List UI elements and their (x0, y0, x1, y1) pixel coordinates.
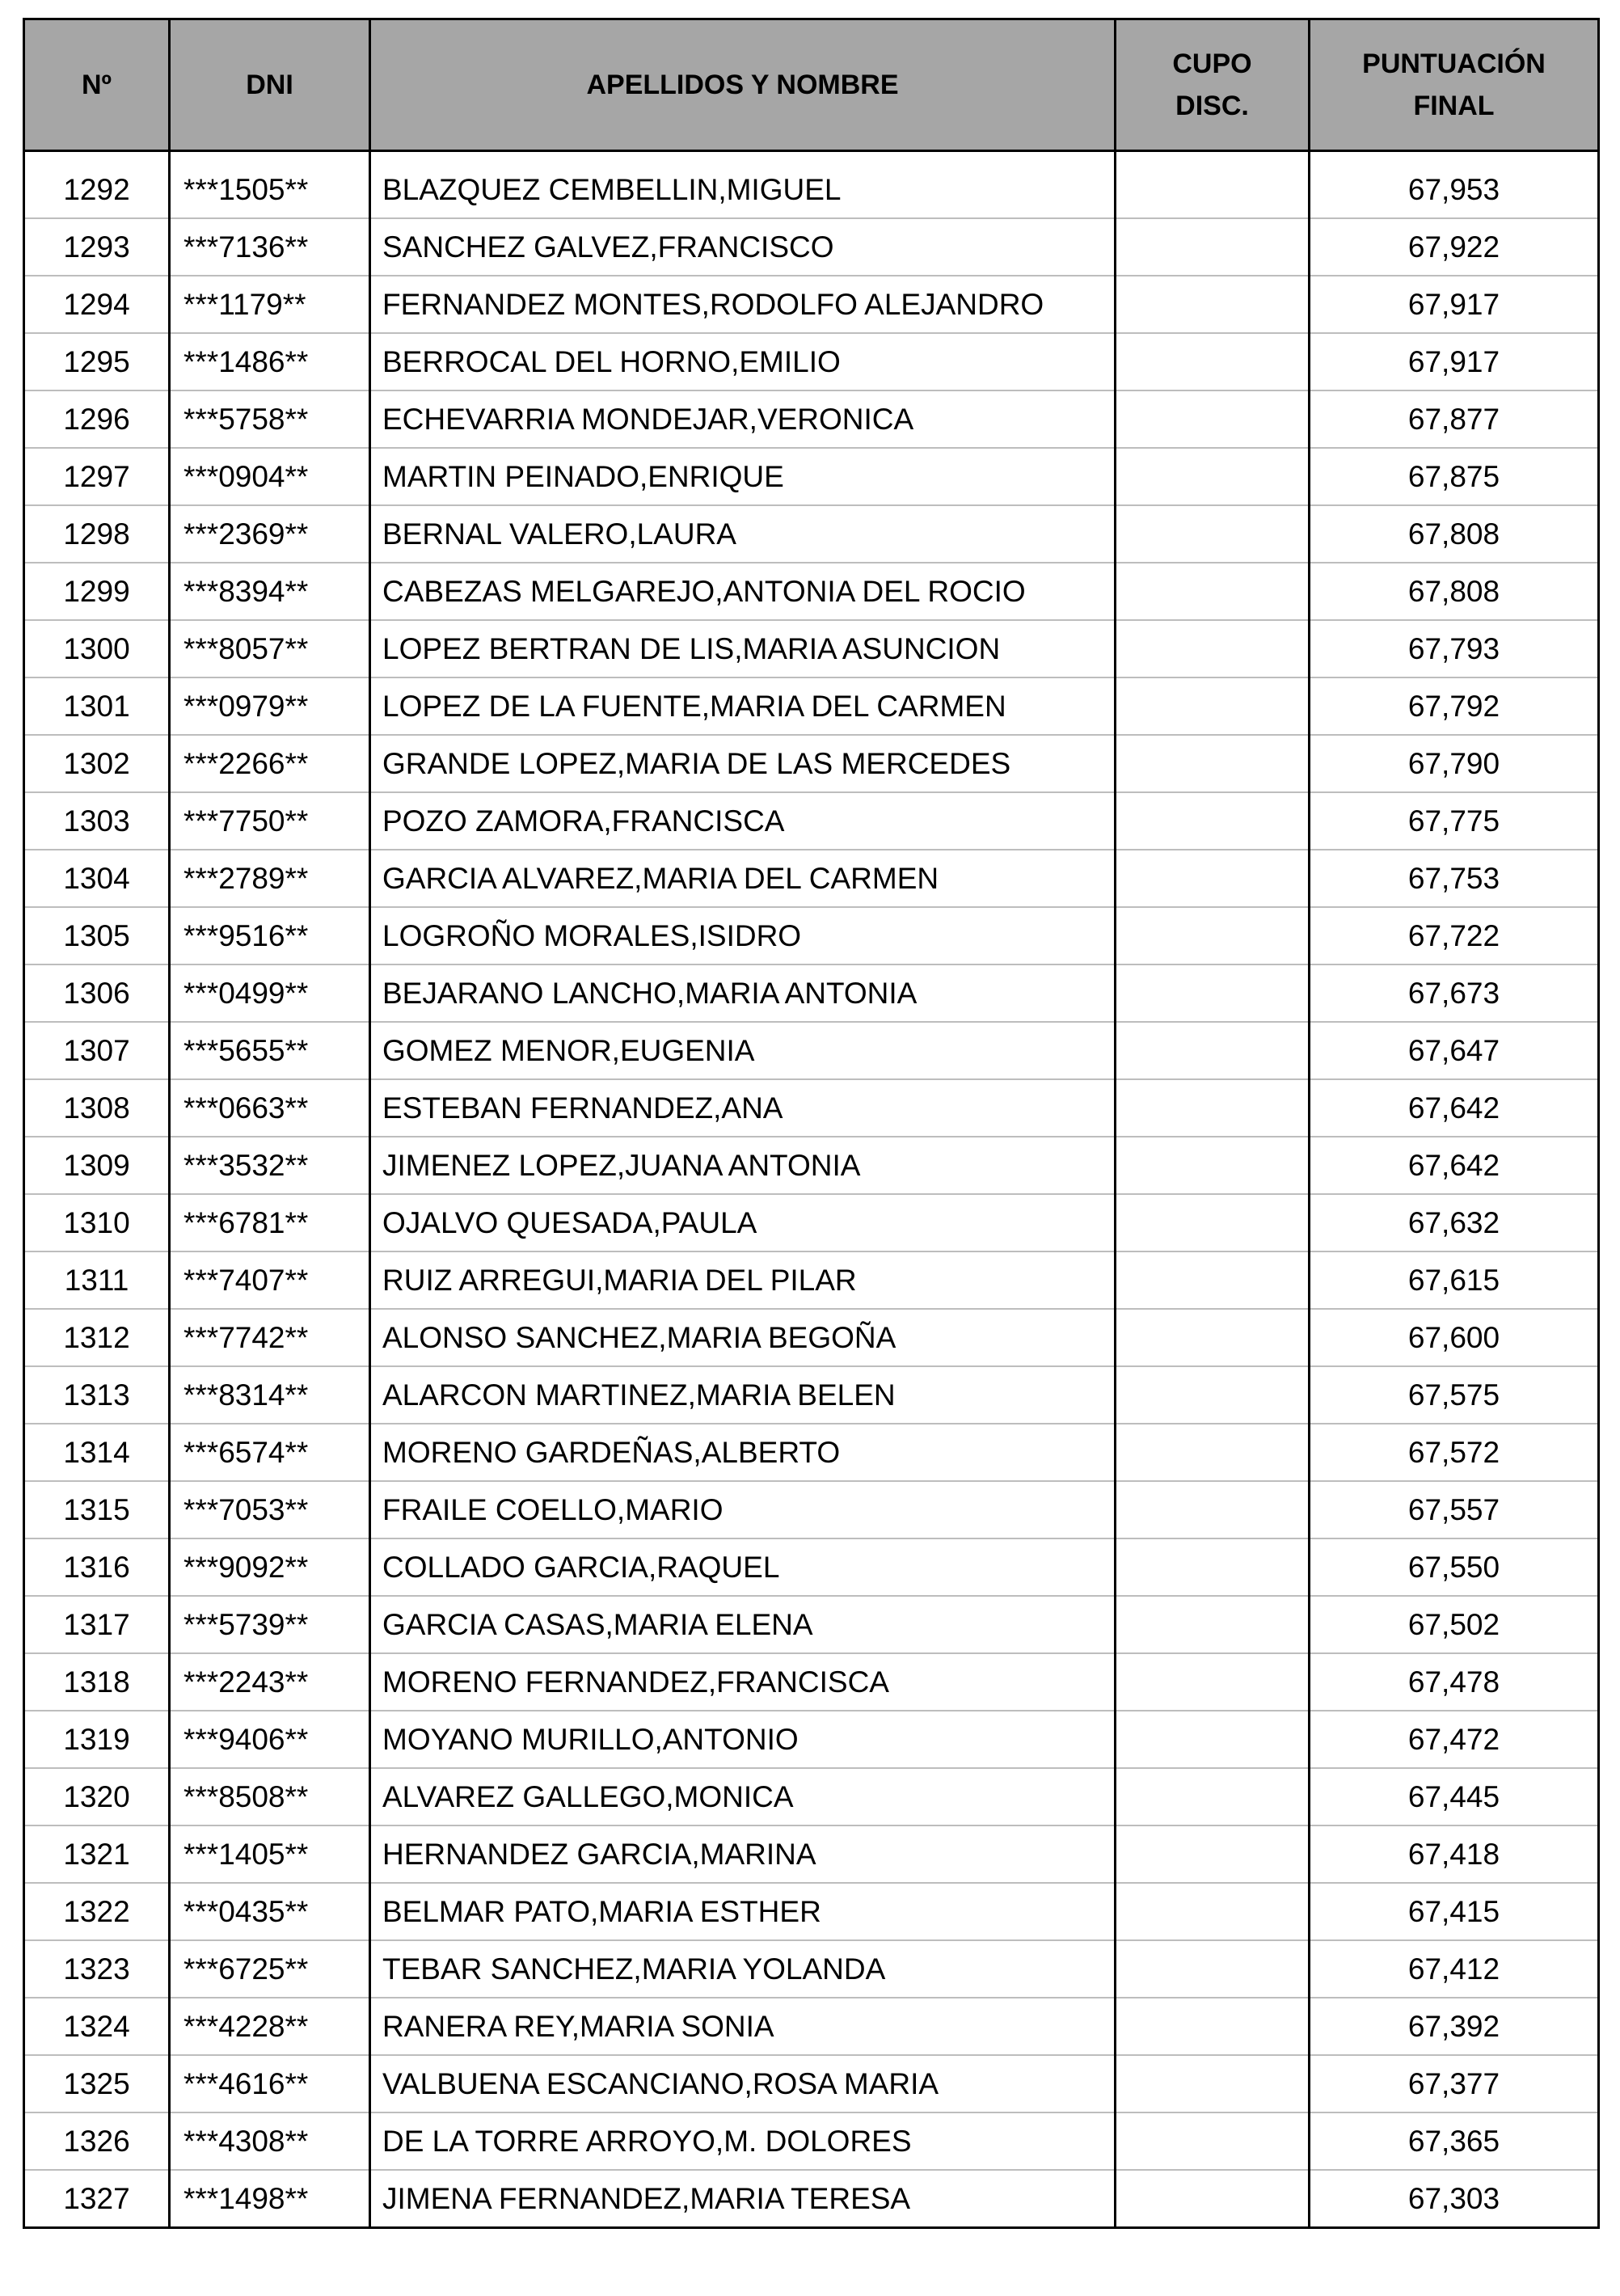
cell-num: 1307 (24, 1022, 170, 1079)
cell-score: 67,472 (1310, 1711, 1599, 1768)
cell-score: 67,642 (1310, 1137, 1599, 1194)
cell-cupo (1116, 1137, 1310, 1194)
cell-num: 1325 (24, 2055, 170, 2112)
table-row (24, 1883, 1599, 1940)
cell-dni: ***4228** (170, 1998, 370, 2055)
cell-num: 1294 (24, 276, 170, 333)
cell-score: 67,917 (1310, 276, 1599, 333)
table-row (24, 620, 1599, 677)
cell-cupo (1116, 1366, 1310, 1424)
cell-score: 67,575 (1310, 1366, 1599, 1424)
cell-dni: ***2369** (170, 505, 370, 563)
cell-name: RANERA REY,MARIA SONIA (370, 1998, 1116, 2055)
cell-dni: ***6574** (170, 1424, 370, 1481)
cell-num: 1306 (24, 964, 170, 1022)
cell-dni: ***7742** (170, 1309, 370, 1366)
cell-cupo (1116, 1079, 1310, 1137)
cell-dni: ***6725** (170, 1940, 370, 1998)
cell-num: 1300 (24, 620, 170, 677)
cell-name: GRANDE LOPEZ,MARIA DE LAS MERCEDES (370, 735, 1116, 792)
cell-num: 1316 (24, 1538, 170, 1596)
results-table (23, 18, 1600, 2229)
cell-dni: ***1498** (170, 2170, 370, 2228)
header-row (24, 19, 1599, 151)
cell-score: 67,775 (1310, 792, 1599, 850)
cell-dni: ***8057** (170, 620, 370, 677)
cell-cupo (1116, 735, 1310, 792)
header-score (1310, 19, 1599, 151)
cell-dni: ***8314** (170, 1366, 370, 1424)
cell-dni: ***4616** (170, 2055, 370, 2112)
table-row (24, 333, 1599, 390)
cell-dni: ***3532** (170, 1137, 370, 1194)
cell-name: ALVAREZ GALLEGO,MONICA (370, 1768, 1116, 1825)
cell-name: DE LA TORRE ARROYO,M. DOLORES (370, 2112, 1116, 2170)
cell-score: 67,793 (1310, 620, 1599, 677)
cell-dni: ***5739** (170, 1596, 370, 1653)
cell-cupo (1116, 1022, 1310, 1079)
table-row (24, 2055, 1599, 2112)
cell-name: MORENO FERNANDEZ,FRANCISCA (370, 1653, 1116, 1711)
cell-score: 67,673 (1310, 964, 1599, 1022)
cell-name: MORENO GARDEÑAS,ALBERTO (370, 1424, 1116, 1481)
cell-score: 67,412 (1310, 1940, 1599, 1998)
cell-num: 1309 (24, 1137, 170, 1194)
cell-num: 1322 (24, 1883, 170, 1940)
cell-cupo (1116, 333, 1310, 390)
cell-dni: ***0904** (170, 448, 370, 505)
cell-cupo (1116, 1309, 1310, 1366)
cell-cupo (1116, 1481, 1310, 1538)
cell-score: 67,557 (1310, 1481, 1599, 1538)
cell-score: 67,550 (1310, 1538, 1599, 1596)
cell-num: 1312 (24, 1309, 170, 1366)
cell-cupo (1116, 563, 1310, 620)
cell-name: VALBUENA ESCANCIANO,ROSA MARIA (370, 2055, 1116, 2112)
table-row (24, 1711, 1599, 1768)
table-row (24, 735, 1599, 792)
cell-name: JIMENEZ LOPEZ,JUANA ANTONIA (370, 1137, 1116, 1194)
cell-score: 67,392 (1310, 1998, 1599, 2055)
header-cupo-line2: DISC. (1175, 91, 1249, 121)
cell-name: SANCHEZ GALVEZ,FRANCISCO (370, 218, 1116, 276)
cell-score: 67,792 (1310, 677, 1599, 735)
cell-name: LOPEZ DE LA FUENTE,MARIA DEL CARMEN (370, 677, 1116, 735)
cell-num: 1314 (24, 1424, 170, 1481)
cell-dni: ***7136** (170, 218, 370, 276)
cell-num: 1327 (24, 2170, 170, 2228)
cell-name: GARCIA CASAS,MARIA ELENA (370, 1596, 1116, 1653)
cell-cupo (1116, 792, 1310, 850)
cell-dni: ***0979** (170, 677, 370, 735)
table-row (24, 448, 1599, 505)
cell-num: 1296 (24, 390, 170, 448)
cell-num: 1315 (24, 1481, 170, 1538)
table-row (24, 1653, 1599, 1711)
table-row (24, 1079, 1599, 1137)
table-row (24, 151, 1599, 219)
cell-cupo (1116, 2112, 1310, 2170)
cell-score: 67,615 (1310, 1251, 1599, 1309)
cell-name: BERNAL VALERO,LAURA (370, 505, 1116, 563)
cell-score: 67,365 (1310, 2112, 1599, 2170)
header-score-line2: FINAL (1413, 91, 1495, 121)
header-name: APELLIDOS Y NOMBRE (370, 19, 1116, 151)
cell-cupo (1116, 1940, 1310, 1998)
table-row (24, 1538, 1599, 1596)
table-row (24, 792, 1599, 850)
cell-score: 67,642 (1310, 1079, 1599, 1137)
cell-num: 1303 (24, 792, 170, 850)
cell-score: 67,917 (1310, 333, 1599, 390)
cell-num: 1297 (24, 448, 170, 505)
cell-cupo (1116, 964, 1310, 1022)
cell-cupo (1116, 505, 1310, 563)
cell-num: 1301 (24, 677, 170, 735)
cell-score: 67,303 (1310, 2170, 1599, 2228)
cell-score: 67,478 (1310, 1653, 1599, 1711)
cell-name: CABEZAS MELGAREJO,ANTONIA DEL ROCIO (370, 563, 1116, 620)
cell-name: LOGROÑO MORALES,ISIDRO (370, 907, 1116, 964)
cell-dni: ***2243** (170, 1653, 370, 1711)
header-cupo-line1: CUPO (1172, 49, 1252, 79)
cell-dni: ***5758** (170, 390, 370, 448)
cell-score: 67,415 (1310, 1883, 1599, 1940)
cell-name: ALONSO SANCHEZ,MARIA BEGOÑA (370, 1309, 1116, 1366)
cell-score: 67,722 (1310, 907, 1599, 964)
cell-num: 1326 (24, 2112, 170, 2170)
cell-name: GOMEZ MENOR,EUGENIA (370, 1022, 1116, 1079)
cell-num: 1308 (24, 1079, 170, 1137)
table-row (24, 1251, 1599, 1309)
table-row (24, 964, 1599, 1022)
cell-cupo (1116, 218, 1310, 276)
cell-name: BELMAR PATO,MARIA ESTHER (370, 1883, 1116, 1940)
table-row (24, 218, 1599, 276)
cell-name: LOPEZ BERTRAN DE LIS,MARIA ASUNCION (370, 620, 1116, 677)
cell-score: 67,502 (1310, 1596, 1599, 1653)
cell-name: JIMENA FERNANDEZ,MARIA TERESA (370, 2170, 1116, 2228)
table-row (24, 390, 1599, 448)
cell-name: TEBAR SANCHEZ,MARIA YOLANDA (370, 1940, 1116, 1998)
cell-score: 67,572 (1310, 1424, 1599, 1481)
cell-name: FERNANDEZ MONTES,RODOLFO ALEJANDRO (370, 276, 1116, 333)
cell-name: BLAZQUEZ CEMBELLIN,MIGUEL (370, 151, 1116, 219)
cell-name: COLLADO GARCIA,RAQUEL (370, 1538, 1116, 1596)
cell-cupo (1116, 1711, 1310, 1768)
cell-cupo (1116, 2170, 1310, 2228)
cell-num: 1310 (24, 1194, 170, 1251)
cell-name: POZO ZAMORA,FRANCISCA (370, 792, 1116, 850)
cell-cupo (1116, 390, 1310, 448)
cell-cupo (1116, 907, 1310, 964)
cell-dni: ***8508** (170, 1768, 370, 1825)
cell-num: 1298 (24, 505, 170, 563)
cell-name: BEJARANO LANCHO,MARIA ANTONIA (370, 964, 1116, 1022)
cell-num: 1317 (24, 1596, 170, 1653)
cell-cupo (1116, 448, 1310, 505)
cell-num: 1305 (24, 907, 170, 964)
cell-score: 67,600 (1310, 1309, 1599, 1366)
cell-score: 67,418 (1310, 1825, 1599, 1883)
cell-num: 1292 (24, 151, 170, 219)
cell-num: 1320 (24, 1768, 170, 1825)
header-dni: DNI (170, 19, 370, 151)
table-row (24, 1022, 1599, 1079)
cell-name: ESTEBAN FERNANDEZ,ANA (370, 1079, 1116, 1137)
table-row (24, 2170, 1599, 2228)
cell-num: 1304 (24, 850, 170, 907)
table-row (24, 1768, 1599, 1825)
cell-score: 67,647 (1310, 1022, 1599, 1079)
cell-dni: ***2789** (170, 850, 370, 907)
table-row (24, 276, 1599, 333)
cell-dni: ***5655** (170, 1022, 370, 1079)
cell-dni: ***4308** (170, 2112, 370, 2170)
cell-num: 1295 (24, 333, 170, 390)
cell-dni: ***9516** (170, 907, 370, 964)
cell-cupo (1116, 1424, 1310, 1481)
cell-name: BERROCAL DEL HORNO,EMILIO (370, 333, 1116, 390)
cell-dni: ***6781** (170, 1194, 370, 1251)
cell-dni: ***7053** (170, 1481, 370, 1538)
table-row (24, 1194, 1599, 1251)
cell-name: ALARCON MARTINEZ,MARIA BELEN (370, 1366, 1116, 1424)
table-row (24, 677, 1599, 735)
cell-name: HERNANDEZ GARCIA,MARINA (370, 1825, 1116, 1883)
cell-name: FRAILE COELLO,MARIO (370, 1481, 1116, 1538)
cell-cupo (1116, 1538, 1310, 1596)
cell-dni: ***8394** (170, 563, 370, 620)
table-row (24, 1596, 1599, 1653)
cell-num: 1323 (24, 1940, 170, 1998)
cell-num: 1311 (24, 1251, 170, 1309)
cell-num: 1321 (24, 1825, 170, 1883)
cell-num: 1324 (24, 1998, 170, 2055)
table-row (24, 2112, 1599, 2170)
table-row (24, 505, 1599, 563)
cell-dni: ***1486** (170, 333, 370, 390)
cell-name: GARCIA ALVAREZ,MARIA DEL CARMEN (370, 850, 1116, 907)
cell-cupo (1116, 276, 1310, 333)
cell-score: 67,922 (1310, 218, 1599, 276)
cell-name: RUIZ ARREGUI,MARIA DEL PILAR (370, 1251, 1116, 1309)
cell-cupo (1116, 1251, 1310, 1309)
cell-cupo (1116, 1768, 1310, 1825)
header-score-line1: PUNTUACIÓN (1362, 49, 1546, 79)
cell-cupo (1116, 1825, 1310, 1883)
cell-cupo (1116, 1653, 1310, 1711)
cell-name: MOYANO MURILLO,ANTONIO (370, 1711, 1116, 1768)
cell-cupo (1116, 151, 1310, 219)
cell-dni: ***9092** (170, 1538, 370, 1596)
cell-dni: ***1505** (170, 151, 370, 219)
cell-cupo (1116, 677, 1310, 735)
cell-num: 1319 (24, 1711, 170, 1768)
cell-name: OJALVO QUESADA,PAULA (370, 1194, 1116, 1251)
table-row (24, 907, 1599, 964)
table-body (24, 151, 1599, 2228)
cell-cupo (1116, 1194, 1310, 1251)
cell-score: 67,632 (1310, 1194, 1599, 1251)
table-row (24, 1481, 1599, 1538)
cell-score: 67,953 (1310, 151, 1599, 219)
cell-cupo (1116, 2055, 1310, 2112)
cell-dni: ***9406** (170, 1711, 370, 1768)
cell-dni: ***7750** (170, 792, 370, 850)
table-row (24, 1137, 1599, 1194)
cell-dni: ***2266** (170, 735, 370, 792)
cell-score: 67,877 (1310, 390, 1599, 448)
cell-num: 1293 (24, 218, 170, 276)
cell-cupo (1116, 620, 1310, 677)
cell-dni: ***1405** (170, 1825, 370, 1883)
table-row (24, 1998, 1599, 2055)
cell-num: 1313 (24, 1366, 170, 1424)
cell-num: 1302 (24, 735, 170, 792)
cell-dni: ***0663** (170, 1079, 370, 1137)
table-row (24, 850, 1599, 907)
cell-score: 67,875 (1310, 448, 1599, 505)
cell-dni: ***7407** (170, 1251, 370, 1309)
header-num: Nº (24, 19, 170, 151)
cell-cupo (1116, 1596, 1310, 1653)
cell-num: 1318 (24, 1653, 170, 1711)
cell-name: MARTIN PEINADO,ENRIQUE (370, 448, 1116, 505)
cell-cupo (1116, 1883, 1310, 1940)
table-row (24, 1825, 1599, 1883)
table-row (24, 1366, 1599, 1424)
cell-score: 67,808 (1310, 563, 1599, 620)
cell-cupo (1116, 1998, 1310, 2055)
cell-name: ECHEVARRIA MONDEJAR,VERONICA (370, 390, 1116, 448)
table-row (24, 1309, 1599, 1366)
table-row (24, 563, 1599, 620)
cell-score: 67,808 (1310, 505, 1599, 563)
cell-cupo (1116, 850, 1310, 907)
cell-dni: ***1179** (170, 276, 370, 333)
cell-num: 1299 (24, 563, 170, 620)
cell-score: 67,445 (1310, 1768, 1599, 1825)
header-cupo (1116, 19, 1310, 151)
cell-score: 67,753 (1310, 850, 1599, 907)
cell-score: 67,790 (1310, 735, 1599, 792)
table-row (24, 1424, 1599, 1481)
cell-score: 67,377 (1310, 2055, 1599, 2112)
cell-dni: ***0435** (170, 1883, 370, 1940)
cell-dni: ***0499** (170, 964, 370, 1022)
table-row (24, 1940, 1599, 1998)
